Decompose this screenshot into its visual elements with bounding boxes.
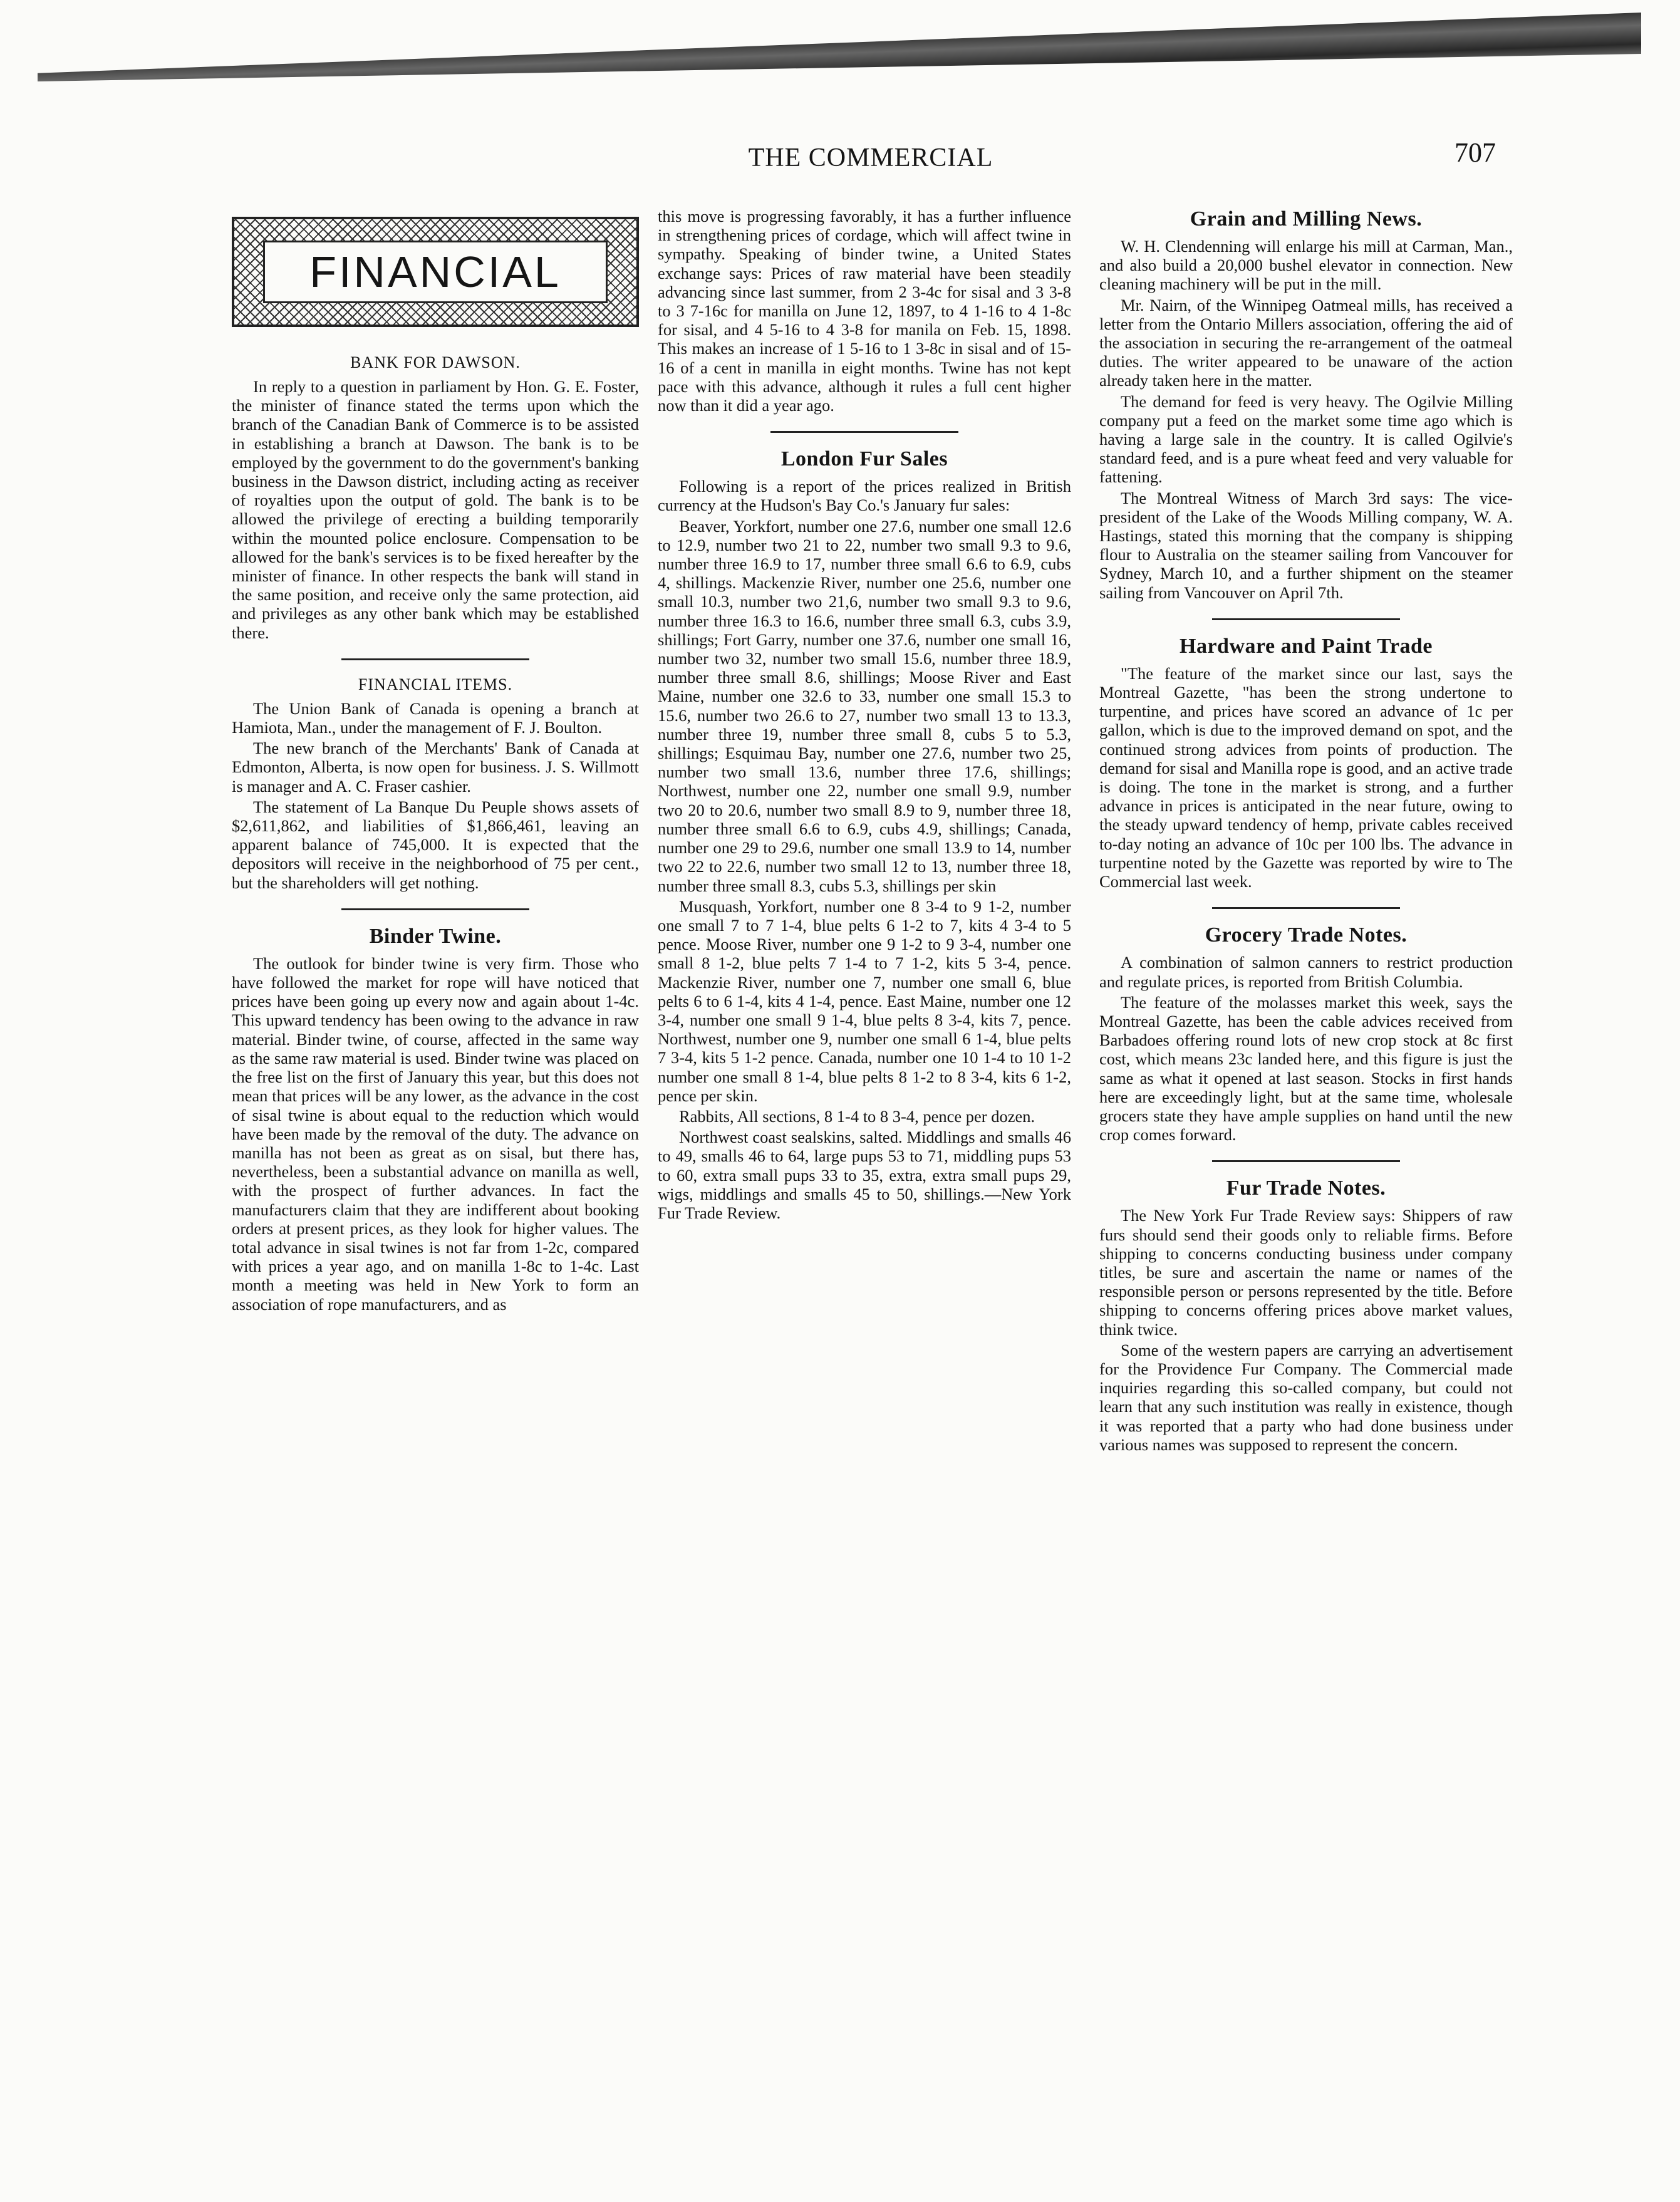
fur-sales-beaver: Beaver, Yorkfort, number one 27.6, number one small 12.6 to 12.9, number two 21 to 22, number two small 9.3 to 9.6, number three 16.9 to 17, number three small 6.6 to 6.9, cubs 4, shillings. Mackenzie River, number one 25.6, number one small 10.3, number two 21,6, number two small 9.3 to 9.6, number three 16.3 to 16.6, number three small 6.3, cubs 3.9, shillings; Fort Garry, number one 37.6, number one small 16, number two 32, number two small 15.6, number three 18.9, number three small 8.6, shillings; Moose River and East Maine, number one 32.6 to 33, number one small 15.3 to 15.6, number two 26.6 to 27, number two small 13 to 13.3, number three 19, number three small 8, cubs 5 to 5.3, shillings; Esquimau Bay, number one 27.6, number two 25, number two small 13.6, number three 17.6, shillings; Northwest, number one 22, number one small 9.9, number two 20 to 20.6, number two small 8.9 to 9, number three 18, number three small 6.6 to 6.9, cubs 4.9, shillings; Canada, number one 29 to 29.6, number one small 13.9 to 14, number two 22 to 22.6, number two small 12 to 13, number three 18, number three small 8.3, cubs 5.3, shillings per skin bbox=[658, 516, 1071, 895]
grain-news-feed-demand: The demand for feed is very heavy. The Ogilvie Milling company put a feed on the market some time ago which is having a large sale in the country. It is called Ogilvie's standard feed, and is a pure wheat feed and very valuable for fattening. bbox=[1099, 392, 1513, 487]
column-3 bbox=[1099, 207, 1513, 1456]
fur-sales-intro: Following is a report of the prices realized in British currency at the Hudson's Bay Co.'s January fur sales: bbox=[658, 477, 1071, 515]
financial-items-heading: FINANCIAL ITEMS. bbox=[358, 675, 513, 693]
column-1 bbox=[232, 207, 639, 1316]
fur-trade-note-providence: Some of the western papers are carrying an advertisement for the Providence Fur Company. The Commercial made inquiries regarding this so-called company, but could not learn that any such institution was really in existence, though it was reported that a party who had done business under various names was supposed to represent the concern. bbox=[1099, 1340, 1513, 1454]
section-divider bbox=[341, 908, 529, 910]
financial-item-banque-du-peuple: The statement of La Banque Du Peuple shows assets of $2,611,862, and liabilities of $1,866,461, leaving an apparent balance of 745,000. It is expected that the depositors will receive in the neighborhood of 75 per cent., but the shareholders will get nothing. bbox=[232, 797, 639, 892]
grocery-trade-heading: Grocery Trade Notes. bbox=[1205, 923, 1408, 947]
section-divider bbox=[341, 658, 529, 660]
section-divider bbox=[1212, 618, 1400, 620]
fur-sales-rabbits: Rabbits, All sections, 8 1-4 to 8 3-4, pence per dozen. bbox=[679, 1106, 1035, 1126]
column-2 bbox=[658, 207, 1071, 1224]
binder-twine-text-continued: this move is progressing favorably, it has a further influence in strengthening prices of cordage, which will affect twine in sympathy. Speaking of binder twine, a United States exchange says: Prices of raw material have been steadily advancing since last summer, from 2 3-4c for sisal and 3 3-8 to 3 7-16c for manilla on June 12, 1897, to 4 1-16 to 4 1-8c for sisal, and 4 5-16 to 4 3-8 for manila on Feb. 15, 1898. This makes an increase of 1 5-16 to 1 3-8c in sisal and of 15-16 of a cent in manilla in eight months. Twine has not kept pace with this advance, although it rules a full cent higher now than it did a year ago. bbox=[658, 207, 1071, 415]
grain-news-clendenning: W. H. Clendenning will enlarge his mill at Carman, Man., and also build a 20,000 bushel elevator in connection. New cleaning machinery will be put in the mill. bbox=[1099, 237, 1513, 294]
fur-sales-sealskins: Northwest coast sealskins, salted. Middlings and smalls 46 to 49, smalls 46 to 64, large pups 53 to 71, middling pups 53 to 60, extra small pups 33 to 35, extra, extra small pups 29, wigs, middlings and smalls 45 to 50, shillings.—New York Fur Trade Review. bbox=[658, 1128, 1071, 1222]
page-number: 707 bbox=[1454, 137, 1496, 168]
fur-trade-notes-heading: Fur Trade Notes. bbox=[1226, 1176, 1386, 1200]
financial-item-merchants-bank: The new branch of the Merchants' Bank of Canada at Edmonton, Alberta, is now open for business. J. S. Willmott is manager and A. C. Fraser cashier. bbox=[232, 739, 639, 796]
bank-for-dawson-text: In reply to a question in parliament by Hon. G. E. Foster, the minister of finance stated the terms upon which the branch of the Canadian Bank of Commerce is to be assisted in establishing a branch at Dawson. The bank is to be employed by the government to do the government's banking business in the Dawson district, including acting as receiver of royalties upon the output of gold. The bank is to be allowed the privilege of erecting a building temporarily within the mounted police enclosure. Compensation to be allowed for the bank's services is to be fixed hereafter by the minister of finance. In other respects the bank will stand in the same position, and receive only the same protection, aid and privileges as any other bank which may be established there. bbox=[232, 377, 639, 642]
scan-edge-band bbox=[38, 13, 1641, 81]
hardware-paint-text: "The feature of the market since our last, says the Montreal Gazette, "has been the strong undertone to turpentine, and prices have scored an advance of 1c per gallon, which is due to the improved demand on spot, and the continued strong advices from points of production. The demand for sisal and Manilla rope is good, and an active trade is doing. The tone in the market is strong, and a further advance in prices is anticipated in the near future, owing to the steady upward tendency of hemp, private cables received to-day noting an advance of 10c per 100 lbs. The advance in turpentine noted by the Gazette was reported by wire to The Commercial last week. bbox=[1099, 663, 1513, 891]
binder-twine-heading: Binder Twine. bbox=[369, 924, 502, 948]
financial-item-union-bank: The Union Bank of Canada is opening a branch at Hamiota, Man., under the management of F. J. Boulton. bbox=[232, 699, 639, 737]
london-fur-sales-heading: London Fur Sales bbox=[780, 447, 948, 471]
grain-milling-heading: Grain and Milling News. bbox=[1190, 207, 1423, 231]
section-divider bbox=[1212, 907, 1400, 909]
financial-banner bbox=[232, 217, 639, 327]
fur-sales-musquash: Musquash, Yorkfort, number one 8 3-4 to 9 1-2, number one small 7 to 7 1-4, blue pelts 6 1-2 to 7, kits 4 3-4 to 5 pence. Moose River, number one 9 1-2 to 9 3-4, number one small 8 1-2, blue pelts 7 1-4 to 7 1-2, kits 5 3-4, pence. Mackenzie River, number one 7, number one small 6, blue pelts 6 to 6 1-4, kits 4 1-4, pence. East Maine, number one 12 3-4, number one small 9 1-4, blue pelts 8 3-4, kits 7, pence. Northwest, number one 9, number one small 6 1-4, blue pelts 7 3-4, kits 5 1-2 pence. Canada, number one 10 1-4 to 10 1-2 number one small 8 1-4, blue pelts 8 1-2 to 8 3-4, kits 6 1-2, pence per skin. bbox=[658, 896, 1071, 1105]
page-title: THE COMMERCIAL bbox=[748, 143, 993, 172]
section-divider bbox=[770, 431, 958, 433]
financial-banner-text: FINANCIAL bbox=[309, 247, 561, 296]
bank-for-dawson-heading: BANK FOR DAWSON. bbox=[350, 353, 521, 371]
grocery-note-salmon: A combination of salmon canners to restrict production and regulate prices, is reported from British Columbia. bbox=[1099, 953, 1513, 991]
section-divider bbox=[1212, 1160, 1400, 1162]
hardware-paint-heading: Hardware and Paint Trade bbox=[1180, 634, 1433, 658]
grain-news-montreal-witness: The Montreal Witness of March 3rd says: The vice-president of the Lake of the Woods Milling company, W. A. Hastings, stated this morning that the company is shipping flour to Australia on the steamer sailing from Vancouver for Sydney, March 10, and a further shipment on the steamer sailing from Vancouver on April 7th. bbox=[1099, 488, 1513, 602]
fur-trade-note-shippers: The New York Fur Trade Review says: Shippers of raw furs should send their goods only to reliable firms. Before shipping to concerns conducting business under company titles, be sure and ascertain the name or names of the responsible person or persons represented by the title. Before shipping to concerns offering prices above market values, think twice. bbox=[1099, 1206, 1513, 1339]
grocery-note-molasses: The feature of the molasses market this week, says the Montreal Gazette, has been the cable advices received from Barbadoes offering round lots of new crop stock at 8c first cost, which means 23c landed here, and this figure is just the same as what it opened at last season. Stocks in first hands here are exceedingly light, but at the same time, wholesale grocers state they have ample supplies on hand until the new crop comes forward. bbox=[1099, 992, 1513, 1145]
binder-twine-text: The outlook for binder twine is very firm. Those who have followed the market for rope will have noticed that prices have been going up every now and again about 1-4c. This upward tendency has been owing to the advance in raw material. Binder twine, of course, affected in the same way as the same raw material is used. Binder twine was placed on the free list on the first of January this year, but this does not mean that prices will be any lower, as the advance in the cost of sisal twine is about equal to the reduction which would have been made by the removal of the duty. The advance on manilla has not been as great as on sisal, but there has, nevertheless, been a substantial advance on manilla as well, with the prospect of further advances. In fact the manufacturers claim that they are indifferent about booking orders at present prices, as they look for higher values. The total advance in sisal twines is not far from 1-2c, compared with prices a year ago, and on manilla 1-8c to 1-4c. Last month a meeting was held in New York to form an association of rope manufacturers, and as bbox=[232, 953, 639, 1314]
grain-news-nairn: Mr. Nairn, of the Winnipeg Oatmeal mills, has received a letter from the Ontario Millers association, offering the aid of the association in securing the re-arrangement of the oatmeal duties. The writer appeared to be unaware of the action already taken here in the matter. bbox=[1099, 295, 1513, 390]
